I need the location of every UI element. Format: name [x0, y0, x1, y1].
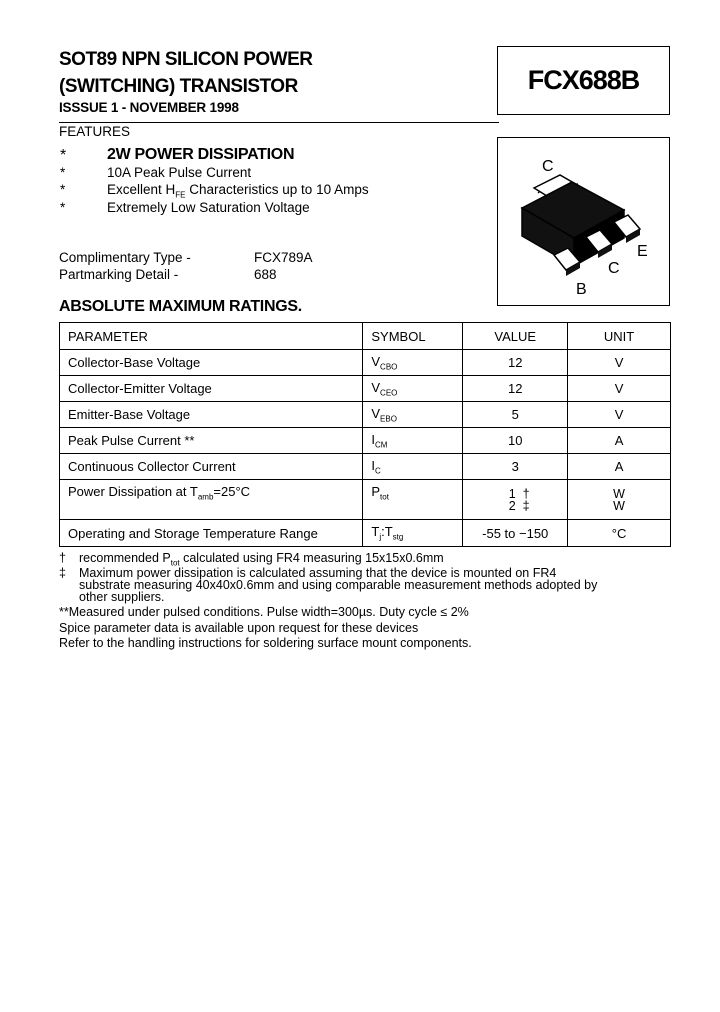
pin-label-b: B: [576, 281, 587, 298]
unit-cell: A: [568, 454, 671, 480]
feature-item-hfe: Excellent $H_{FE}$ Characteristics up to 10 Amps: [107, 182, 369, 200]
table-row: [60, 454, 671, 480]
symbol-cell: $P_{tot}$: [363, 480, 463, 520]
note-ddagger-line3: other suppliers.: [79, 590, 165, 604]
param-cell: Emitter-Base Voltage: [60, 402, 363, 428]
symbol-cell: $V_{CEO}$: [363, 376, 463, 402]
unit-cell: V: [568, 402, 671, 428]
unit-cell: W W: [568, 480, 671, 520]
table-row: [60, 350, 671, 376]
col-header-symbol: SYMBOL: [363, 323, 463, 350]
unit-cell: A: [568, 428, 671, 454]
unit-cell: °C: [568, 520, 671, 547]
value-cell: 1 † 2 ‡: [463, 480, 568, 520]
param-cell: Collector-Base Voltage: [60, 350, 363, 376]
note-mark-ddagger: ‡: [59, 566, 66, 580]
symbol-cell: $V_{CBO}$: [363, 350, 463, 376]
table-row: [60, 520, 671, 547]
feature-item-saturation: Extremely Low Saturation Voltage: [107, 200, 310, 215]
feature-bullet: *: [60, 182, 66, 197]
param-cell: Power Dissipation at $T_{amb}=25^\circ C$: [60, 480, 363, 520]
sot89-package-icon: [498, 138, 669, 305]
unit-cell: V: [568, 376, 671, 402]
note-ddagger-line2: substrate measuring 40x40x0.6mm and using comparable measurement methods adopted by: [79, 578, 598, 592]
note-pulsed: **Measured under pulsed conditions. Pulse width=300µs. Duty cycle ≤ 2%: [59, 605, 469, 619]
value-cell: 3: [463, 454, 568, 480]
table-row: [60, 376, 671, 402]
symbol-cell: $I_C$: [363, 454, 463, 480]
col-header-unit: UNIT: [568, 323, 671, 350]
note-handling: Refer to the handling instructions for soldering surface mount components.: [59, 636, 472, 650]
col-header-parameter: PARAMETER: [60, 323, 363, 350]
table-header-row: [60, 323, 671, 350]
issue-date: ISSSUE 1 - NOVEMBER 1998: [59, 100, 239, 115]
value-cell: 12: [463, 350, 568, 376]
table-row: [60, 402, 671, 428]
note-dagger: recommended $P_{tot}$ calculated using FR4 measuring 15x15x0.6mm: [79, 551, 444, 568]
pin-label-c: C: [608, 260, 620, 277]
partmarking-label: Partmarking Detail -: [59, 267, 179, 282]
symbol-cell: $T_j:T_{stg}$: [363, 520, 463, 547]
feature-bullet: *: [60, 200, 66, 215]
feature-item-power: 2W POWER DISSIPATION: [107, 146, 295, 163]
note-ddagger-line1: Maximum power dissipation is calculated assuming that the device is mounted on FR4: [79, 566, 557, 580]
feature-bullet: *: [60, 147, 67, 164]
param-cell: Operating and Storage Temperature Range: [60, 520, 363, 547]
comp-type-value: FCX789A: [254, 250, 313, 265]
package-drawing: [497, 137, 670, 306]
value-cell: 5: [463, 402, 568, 428]
table-row: [60, 480, 671, 520]
pin-label-c-top: C: [542, 158, 554, 175]
col-header-value: VALUE: [463, 323, 568, 350]
value-cell: 10: [463, 428, 568, 454]
comp-type-label: Complimentary Type -: [59, 250, 191, 265]
symbol-cell: $I_{CM}$: [363, 428, 463, 454]
ratings-table: [59, 322, 671, 547]
value-cell: 12: [463, 376, 568, 402]
symbol-cell: $V_{EBO}$: [363, 402, 463, 428]
part-number-box: [497, 46, 670, 115]
note-spice: Spice parameter data is available upon request for these devices: [59, 621, 419, 635]
part-number: FCX688B: [527, 65, 640, 95]
param-cell: Continuous Collector Current: [60, 454, 363, 480]
title-line-2: (SWITCHING) TRANSISTOR: [59, 76, 298, 97]
pin-label-e: E: [637, 243, 648, 260]
header-rule: [59, 122, 499, 123]
ratings-heading: ABSOLUTE MAXIMUM RATINGS.: [59, 298, 302, 315]
unit-cell: V: [568, 350, 671, 376]
value-cell: -55 to −150: [463, 520, 568, 547]
feature-bullet: *: [60, 165, 66, 180]
param-cell: Peak Pulse Current **: [60, 428, 363, 454]
table-row: [60, 428, 671, 454]
title-line-1: SOT89 NPN SILICON POWER: [59, 49, 313, 70]
partmarking-value: 688: [254, 267, 277, 282]
note-mark-dagger: †: [59, 551, 66, 565]
features-heading: FEATURES: [59, 124, 131, 139]
feature-item-pulse: 10A Peak Pulse Current: [107, 165, 252, 180]
param-cell: Collector-Emitter Voltage: [60, 376, 363, 402]
